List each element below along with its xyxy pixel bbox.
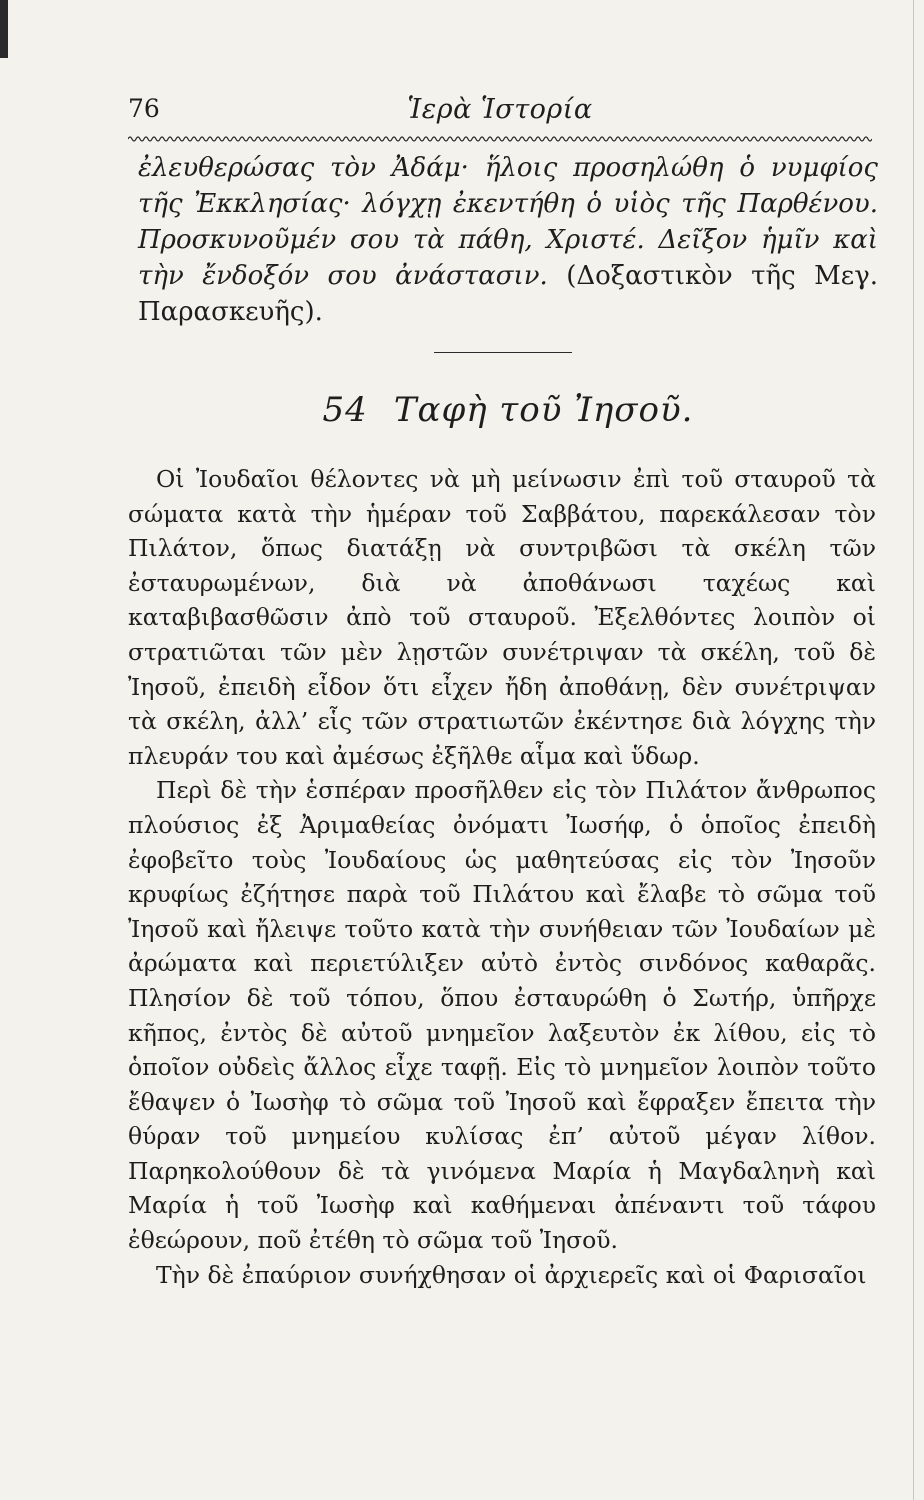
header-wavy-rule: [128, 134, 872, 144]
intro-text: ἐλευθερώσας τὸν Ἀδάμ· ἥλοις προσηλώθη ὁ νυμφίος τῆς Ἐκκλησίας· λόγχῃ ἐκεντήθη ὁ υἱὸς τῆς Παρθένου. Προσκυνοῦμέν σου τὰ πάθη, Χριστέ. Δεῖξον ἡμῖν καὶ τὴν ἔνδοξόν σου ἀνάστασιν.: [138, 153, 878, 291]
page-edge-line: [913, 0, 914, 1500]
page-number: 76: [128, 94, 160, 123]
page-header: [128, 88, 872, 138]
page-edge-shadow: [0, 0, 8, 58]
body-paragraph: Περὶ δὲ τὴν ἑσπέραν προσῆλθεν εἰς τὸν Πιλάτον ἄνθρωπος πλούσιος ἐξ Ἀριμαθείας ὀνόματι Ἰωσήφ, ὁ ὁποῖος ἐπειδὴ ἐφοβεῖτο τοὺς Ἰουδαίους ὡς μαθητεύσας εἰς τὸν Ἰησοῦν κρυφίως ἐζήτησε παρὰ τοῦ Πιλάτου καὶ ἔλαβε τὸ σῶμα τοῦ Ἰησοῦ καὶ ἤλειψε τοῦτο κατὰ τὴν συνήθειαν τῶν Ἰουδαίων μὲ ἀρώματα καὶ περιετύλιξεν αὐτὸ ἐντὸς σινδόνος καθαρᾶς. Πλησίον δὲ τοῦ τόπου, ὅπου ἐσταυρώθη ὁ Σωτήρ, ὑπῆρχε κῆπος, ἐντὸς δὲ αὐτοῦ μνημεῖον λαξευτὸν ἐκ λίθου, εἰς τὸ ὁποῖον οὐδεὶς ἄλλος εἶχε ταφῇ. Εἰς τὸ μνημεῖον λοιπὸν τοῦτο ἔθαψεν ὁ Ἰωσὴφ τὸ σῶμα τοῦ Ἰησοῦ καὶ ἔφραξεν ἔπειτα τὴν θύραν τοῦ μνημείου κυλίσας ἐπ’ αὐτοῦ μέγαν λίθον. Παρηκολούθουν δὲ τὰ γινόμενα Μαρία ἡ Μαγδαληνὴ καὶ Μαρία ἡ τοῦ Ἰωσὴφ καὶ καθήμεναι ἀπέναντι τοῦ τάφου ἐθεώρουν, ποῦ ἐτέθη τὸ σῶμα τοῦ Ἰησοῦ.: [128, 776, 876, 1255]
body-paragraph: Τὴν δὲ ἐπαύριον συνήχθησαν οἱ ἀρχιερεῖς καὶ οἱ Φαρισαῖοι: [156, 1260, 867, 1289]
intro-hymn: [138, 150, 878, 330]
running-title: Ἱερὰ Ἱστορία: [407, 94, 593, 125]
intro-source-note: (Δοξαστικὸν τῆς Μεγ. Παρασκευῆς).: [138, 261, 879, 327]
body-paragraph: Οἱ Ἰουδαῖοι θέλοντες νὰ μὴ μείνωσιν ἐπὶ τοῦ σταυροῦ τὰ σώματα κατὰ τὴν ἡμέραν τοῦ Σαββάτου, παρεκάλεσαν τὸν Πιλάτον, ὅπως διατάξῃ νὰ συντριβῶσι τὰ σκέλη τῶν ἐσταυρωμένων, διὰ νὰ ἀποθάνωσι ταχέως καὶ καταβιβασθῶσιν ἀπὸ τοῦ σταυροῦ. Ἐξελθόντες λοιπὸν οἱ στρατιῶται τῶν μὲν λῃστῶν συνέτριψαν τὰ σκέλη, τοῦ δὲ Ἰησοῦ, ἐπειδὴ εἶδον ὅτι εἶχεν ἤδη ἀποθάνῃ, δὲν συνέτριψαν τὰ σκέλη, ἀλλ’ εἷς τῶν στρατιωτῶν ἐκέντησε διὰ λόγχης τὴν πλευράν του καὶ ἀμέσως ἐξῆλθε αἷμα καὶ ὕδωρ.: [128, 465, 876, 770]
section-number: 54: [322, 390, 368, 430]
intro-paragraph: [138, 150, 878, 330]
body-text: [128, 462, 876, 1292]
section-heading: [138, 390, 878, 430]
section-divider: [434, 352, 572, 353]
section-title: Ταφὴ τοῦ Ἰησοῦ.: [393, 390, 694, 430]
